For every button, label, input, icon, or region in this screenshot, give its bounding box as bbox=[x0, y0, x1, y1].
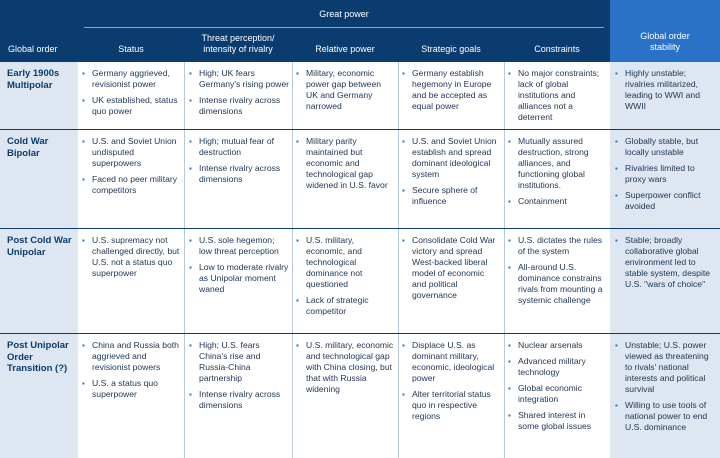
cell-threat bbox=[189, 334, 289, 416]
bullet-item: ▪ Highly unstable; rivalries militarized, leading to WWI and WWII bbox=[615, 68, 717, 112]
bullet-item: ▪ UK established, status quo power bbox=[82, 95, 180, 117]
bullet-item: ▪ Military parity maintained but economic and technological gap widened in U.S. favor bbox=[296, 136, 394, 191]
header-divider bbox=[84, 27, 604, 28]
header-stability-line1: Global order bbox=[640, 31, 690, 41]
bullet-item: ▪ Intense rivalry across dimensions bbox=[189, 389, 289, 411]
bullet-item: ▪ Faced no peer military competitors bbox=[82, 174, 180, 196]
bullet-item: ▪ U.S. dictates the rules of the system bbox=[508, 235, 608, 257]
row-label-line: Early 1900s bbox=[7, 68, 60, 79]
bullet-item: ▪ Military, economic power gap between UK and Germany narrowed bbox=[296, 68, 394, 112]
bullet-item: ▪ High; UK fears Germany's rising power bbox=[189, 68, 289, 90]
row-label-early-1900s bbox=[0, 62, 78, 129]
cell-constraints bbox=[508, 130, 608, 212]
bullet-item: ▪ U.S. and Soviet Union undisputed superpowers bbox=[82, 136, 180, 169]
bullet-item: ▪ Mutually assured destruction, strong alliances, and functioning global institutions. bbox=[508, 136, 608, 191]
bullet-item: ▪ U.S. supremacy not challenged directly, but U.S. not a status quo superpower bbox=[82, 235, 180, 279]
cell-status bbox=[82, 130, 180, 201]
bullet-item: ▪ China and Russia both aggrieved and revisionist powers bbox=[82, 340, 180, 373]
header-threat-line2: intensity of rivalry bbox=[203, 44, 273, 54]
cell-constraints bbox=[508, 229, 608, 311]
bullet-item: ▪ Low to moderate rivalry as Unipolar moment waned bbox=[189, 262, 289, 295]
cell-strategic-goals bbox=[402, 229, 500, 306]
bullet-item: ▪ Superpower conflict avoided bbox=[615, 190, 717, 212]
bullet-item: ▪ U.S. military, economic and technological gap with China closing, but that with Russia widening bbox=[296, 340, 394, 395]
cell-status bbox=[82, 334, 180, 405]
row-label-line: Order bbox=[7, 351, 33, 363]
row-label-cold-war bbox=[0, 130, 78, 228]
bullet-item: ▪ Intense rivalry across dimensions bbox=[189, 163, 289, 185]
row-label-line: Unipolar bbox=[7, 246, 46, 258]
bullet-item: ▪ No major constraints; lack of global institutions and alliances not a deterrent bbox=[508, 68, 608, 123]
cell-status bbox=[82, 229, 180, 284]
bullet-item: ▪ U.S. military, economic, and technological dominance not questioned bbox=[296, 235, 394, 290]
cell-stability bbox=[615, 229, 717, 295]
bullet-item: ▪ Containment bbox=[508, 196, 608, 207]
cell-constraints bbox=[508, 62, 608, 128]
row-label-line: Post Cold War bbox=[7, 235, 72, 246]
header-threat bbox=[184, 33, 292, 55]
header-threat-line1: Threat perception/ bbox=[201, 33, 275, 43]
bullet-item: ▪ Displace U.S. as dominant military, economic, ideological power bbox=[402, 340, 500, 384]
header-global-order: Global order bbox=[8, 44, 58, 54]
cell-relative-power bbox=[296, 130, 394, 196]
row-label-line: Transition (?) bbox=[7, 363, 68, 374]
cell-strategic-goals bbox=[402, 130, 500, 212]
bullet-item: ▪ U.S. and Soviet Union establish and spread dominant ideological system bbox=[402, 136, 500, 180]
column-separator bbox=[504, 62, 505, 458]
column-separator bbox=[398, 62, 399, 458]
bullet-item: ▪ Unstable; U.S. power viewed as threatening to rivals' national interests and political survival bbox=[615, 340, 717, 395]
bullet-item: ▪ Germany aggrieved, revisionist power bbox=[82, 68, 180, 90]
bullet-item: ▪ All-around U.S. dominance constrains rivals from mounting a systemic challenge bbox=[508, 262, 608, 306]
bullet-item: ▪ Nuclear arsenals bbox=[508, 340, 608, 351]
cell-relative-power bbox=[296, 62, 394, 117]
bullet-item: ▪ U.S. a status quo superpower bbox=[82, 378, 180, 400]
bullet-item: ▪ High; mutual fear of destruction bbox=[189, 136, 289, 158]
cell-threat bbox=[189, 130, 289, 190]
column-separator bbox=[184, 62, 185, 458]
cell-stability bbox=[615, 130, 717, 217]
header-constraints: Constraints bbox=[534, 44, 580, 54]
header-great-power: Great power bbox=[319, 9, 369, 19]
header-relative-power: Relative power bbox=[315, 44, 375, 54]
bullet-item: ▪ Globally stable, but locally unstable bbox=[615, 136, 717, 158]
cell-threat bbox=[189, 62, 289, 122]
bullet-item: ▪ Willing to use tools of national power to end U.S. dominance bbox=[615, 400, 717, 433]
bullet-item: ▪ Stable; broadly collaborative global environment led to stable system, despite U.S. "wars of choice" bbox=[615, 235, 717, 290]
row-label-post-unipolar bbox=[0, 334, 78, 458]
bullet-item: ▪ Rivalries limited to proxy wars bbox=[615, 163, 717, 185]
bullet-item: ▪ Consolidate Cold War victory and spread West-backed liberal model of economic and political governance bbox=[402, 235, 500, 301]
cell-stability bbox=[615, 334, 717, 438]
bullet-item: ▪ Germany establish hegemony in Europe and be accepted as equal power bbox=[402, 68, 500, 112]
row-label-line: Bipolar bbox=[7, 147, 40, 159]
bullet-item: ▪ Alter territorial status quo in respective regions bbox=[402, 389, 500, 422]
cell-threat bbox=[189, 229, 289, 300]
bullet-item: ▪ Global economic integration bbox=[508, 383, 608, 405]
cell-constraints bbox=[508, 334, 608, 437]
cell-relative-power bbox=[296, 229, 394, 322]
cell-status bbox=[82, 62, 180, 122]
bullet-item: ▪ Shared interest in some global issues bbox=[508, 410, 608, 432]
row-label-post-cold-war bbox=[0, 229, 78, 333]
header-stability-line2: stability bbox=[649, 42, 680, 52]
row-label-line: Multipolar bbox=[7, 79, 53, 91]
row-label-line: Post Unipolar bbox=[7, 340, 69, 351]
cell-stability bbox=[615, 62, 717, 117]
bullet-item: ▪ High; U.S. fears China's rise and Russia-China partnership bbox=[189, 340, 289, 384]
bullet-item: ▪ Intense rivalry across dimensions bbox=[189, 95, 289, 117]
header-stability bbox=[610, 31, 720, 53]
cell-relative-power bbox=[296, 334, 394, 400]
header-strategic-goals: Strategic goals bbox=[421, 44, 481, 54]
bullet-item: ▪ U.S. sole hegemon; low threat perception bbox=[189, 235, 289, 257]
column-separator bbox=[292, 62, 293, 458]
cell-strategic-goals bbox=[402, 334, 500, 427]
bullet-item: ▪ Secure sphere of influence bbox=[402, 185, 500, 207]
cell-strategic-goals bbox=[402, 62, 500, 117]
bullet-item: ▪ Advanced military technology bbox=[508, 356, 608, 378]
bullet-item: ▪ Lack of strategic competitor bbox=[296, 295, 394, 317]
header-status: Status bbox=[118, 44, 144, 54]
row-label-line: Cold War bbox=[7, 136, 49, 147]
